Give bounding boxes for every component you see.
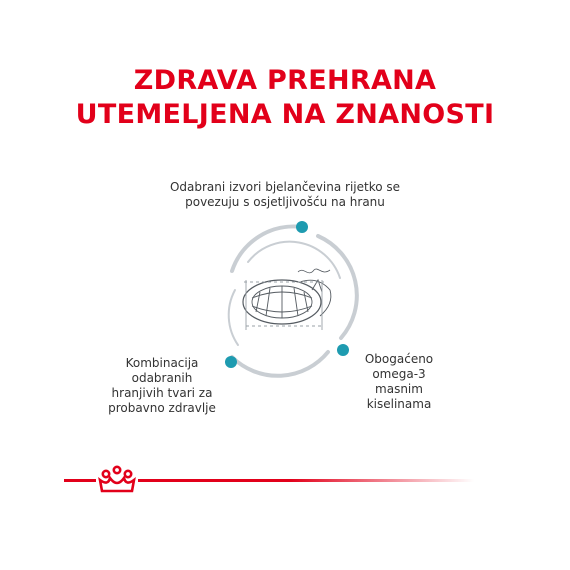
page-title <box>0 64 570 132</box>
benefit-caption-digestion: Kombinacija odabranih hranjivih tvari za probavno zdravlje <box>108 356 216 415</box>
ring-arc-inner <box>248 242 340 278</box>
marker-dot-protein <box>296 221 308 233</box>
ring-arc-top <box>232 226 302 271</box>
title-line-2: UTEMELJENA NA ZNANOSTI <box>75 99 495 130</box>
benefits-diagram <box>200 210 370 390</box>
royal-canin-crown-icon <box>96 464 138 496</box>
ring-arc-inner-left <box>229 290 238 345</box>
marker-dot-omega3 <box>337 344 349 356</box>
outer-ring <box>229 226 357 375</box>
ring-arc-bottom <box>232 352 328 376</box>
cat-sketch-icon <box>243 269 331 330</box>
benefit-caption-omega3: Obogaćeno omega-3 masnim kiselinama <box>364 352 434 411</box>
ring-arc-right <box>318 236 357 338</box>
marker-dot-digestion <box>225 356 237 368</box>
benefit-caption-protein: Odabrani izvori bjelančevina rijetko se povezuju s osjetljivošću na hranu <box>169 180 401 209</box>
title-line-1: ZDRAVA PREHRANA <box>133 65 437 96</box>
